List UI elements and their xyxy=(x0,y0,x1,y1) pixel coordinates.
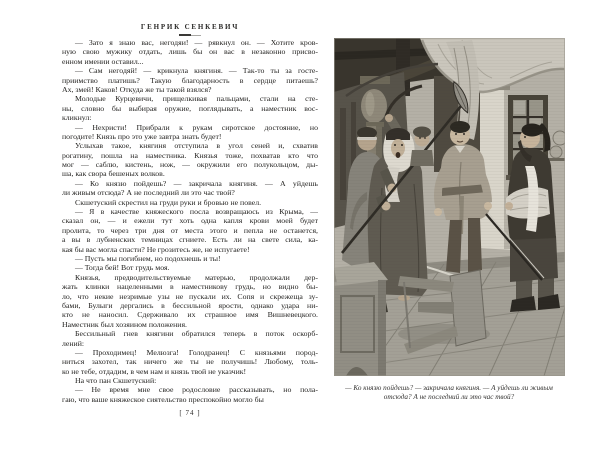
illustration-engraving xyxy=(334,38,565,376)
text-line: — Проходимец! Мелюзга! Голодранец! С князьями пород- xyxy=(75,347,318,357)
text-line: На что пан Скшетуский: xyxy=(75,376,157,386)
text-line: бами, Булыги дергались в бессильной ярости, однако удара ни- xyxy=(62,300,318,310)
text-line: ко не тебе, отдадим, в чем нам и князь твой не указчик! xyxy=(62,366,247,376)
text-line: кая бы вас могла спасти? Не грозитесь же, не испугаете! xyxy=(62,244,250,254)
text-line: пролита, то через три дня от места этого и пепла не останется, xyxy=(62,225,318,235)
header-ornament xyxy=(179,34,201,37)
text-line: ную свою мужику отдать, лишь бы он вас в незаконно присво- xyxy=(62,47,318,57)
text-line: ло, что некие незримые узы не пускали их. Сопя и скрежеща зу- xyxy=(62,291,318,301)
text-line: мог — саблю, кистень, нож, — окружили его полукольцом, ды- xyxy=(62,160,318,170)
text-line: приимство платишь? Такую благодарность в сердце питаешь? xyxy=(62,75,318,85)
text-line: ниться захотел, так ничего же ты не получишь! Любому, толь- xyxy=(62,357,318,367)
illustration-caption xyxy=(320,384,578,403)
text-line: — Пусть мы погибнем, но подохнешь и ты! xyxy=(75,253,221,263)
text-line: енном имении оставил... xyxy=(62,56,144,66)
text-line: — Нехристи! Прибрали к рукам сиротское достояние, но xyxy=(75,122,318,132)
text-line: Услыхав такое, княгиня отступила в угол сеней и, схватив xyxy=(75,141,318,151)
text-line: ли живым отсюда? А не последний ли это час твой? xyxy=(62,188,235,198)
running-head: ГЕНРИК СЕНКЕВИЧ xyxy=(140,23,240,31)
text-line: лений: xyxy=(62,338,85,348)
text-line: — Сам негодяй! — крикнула княгиня. — Так-то ты за госте- xyxy=(75,66,318,76)
text-line: жать клинки нацеленными в наместникову грудь, но видно бы- xyxy=(62,282,318,292)
text-line: — Я в качестве княжеского посла возвращаюсь из Крыма, — xyxy=(75,207,318,217)
text-line: а вы в лубненских темницах сгниете. Есть ли на свете сила, ка- xyxy=(62,235,318,245)
text-line: — Зато я знаю вас, негодяи! — рявкнул он. — Хотите кров- xyxy=(75,38,318,47)
caption-line: — Ко князю пойдешь? — закричала княгиня. — А уйдешь ли живым xyxy=(345,384,553,392)
text-line: кликнул: xyxy=(62,113,92,123)
text-line: кто не наносил. Сдерживало их страшное имя Вишневецкого. xyxy=(62,310,318,320)
text-line: Молодые Курцевичи, прищелкивая пальцами, стали на сте- xyxy=(75,94,318,104)
text-line: гаю, что ваше княжеское сиятельство преспокойно могло бы xyxy=(62,394,264,404)
text-line: Скшетуский скрестил на груди руки и бровью не повел. xyxy=(75,197,262,207)
text-line: — Ко князю пойдешь? — закричала княгиня. — А уйдешь xyxy=(75,178,318,188)
book-illustration xyxy=(334,38,565,376)
caption-line: отсюда? А не последний ли это час твой? xyxy=(383,393,515,402)
text-line: Князья, предводительствуемые матерью, продолжали дер- xyxy=(75,272,318,282)
text-line: Бессильный гнев княгини обратился теперь в поток оскорб- xyxy=(75,329,318,339)
text-line: погодите! Князь про это уже завтра знать будет! xyxy=(62,131,222,141)
text-line: сказал он, — и ежели тут хоть одна капля крови моей будет xyxy=(62,216,318,226)
text-line: ша, как свора бешеных волков. xyxy=(62,169,165,179)
text-line: Ах, змей! Каков! Откуда же ты такой взялся? xyxy=(62,84,212,94)
text-line: ны, словно бы выбирая оружие, поглядывать, а наместник вос- xyxy=(62,103,318,113)
text-line: — Тогда бей! Вот грудь моя. xyxy=(75,263,170,273)
text-line: рогатину, пошла на наместника. Князья тоже, похватав кто что xyxy=(62,150,318,160)
text-line: Наместник был хозяином положения. xyxy=(62,319,188,329)
page-text xyxy=(62,38,318,404)
text-line: — Не время мне свое родословие рассказывать, но пола- xyxy=(75,385,318,395)
page-number: [ 74 ] xyxy=(179,409,201,417)
